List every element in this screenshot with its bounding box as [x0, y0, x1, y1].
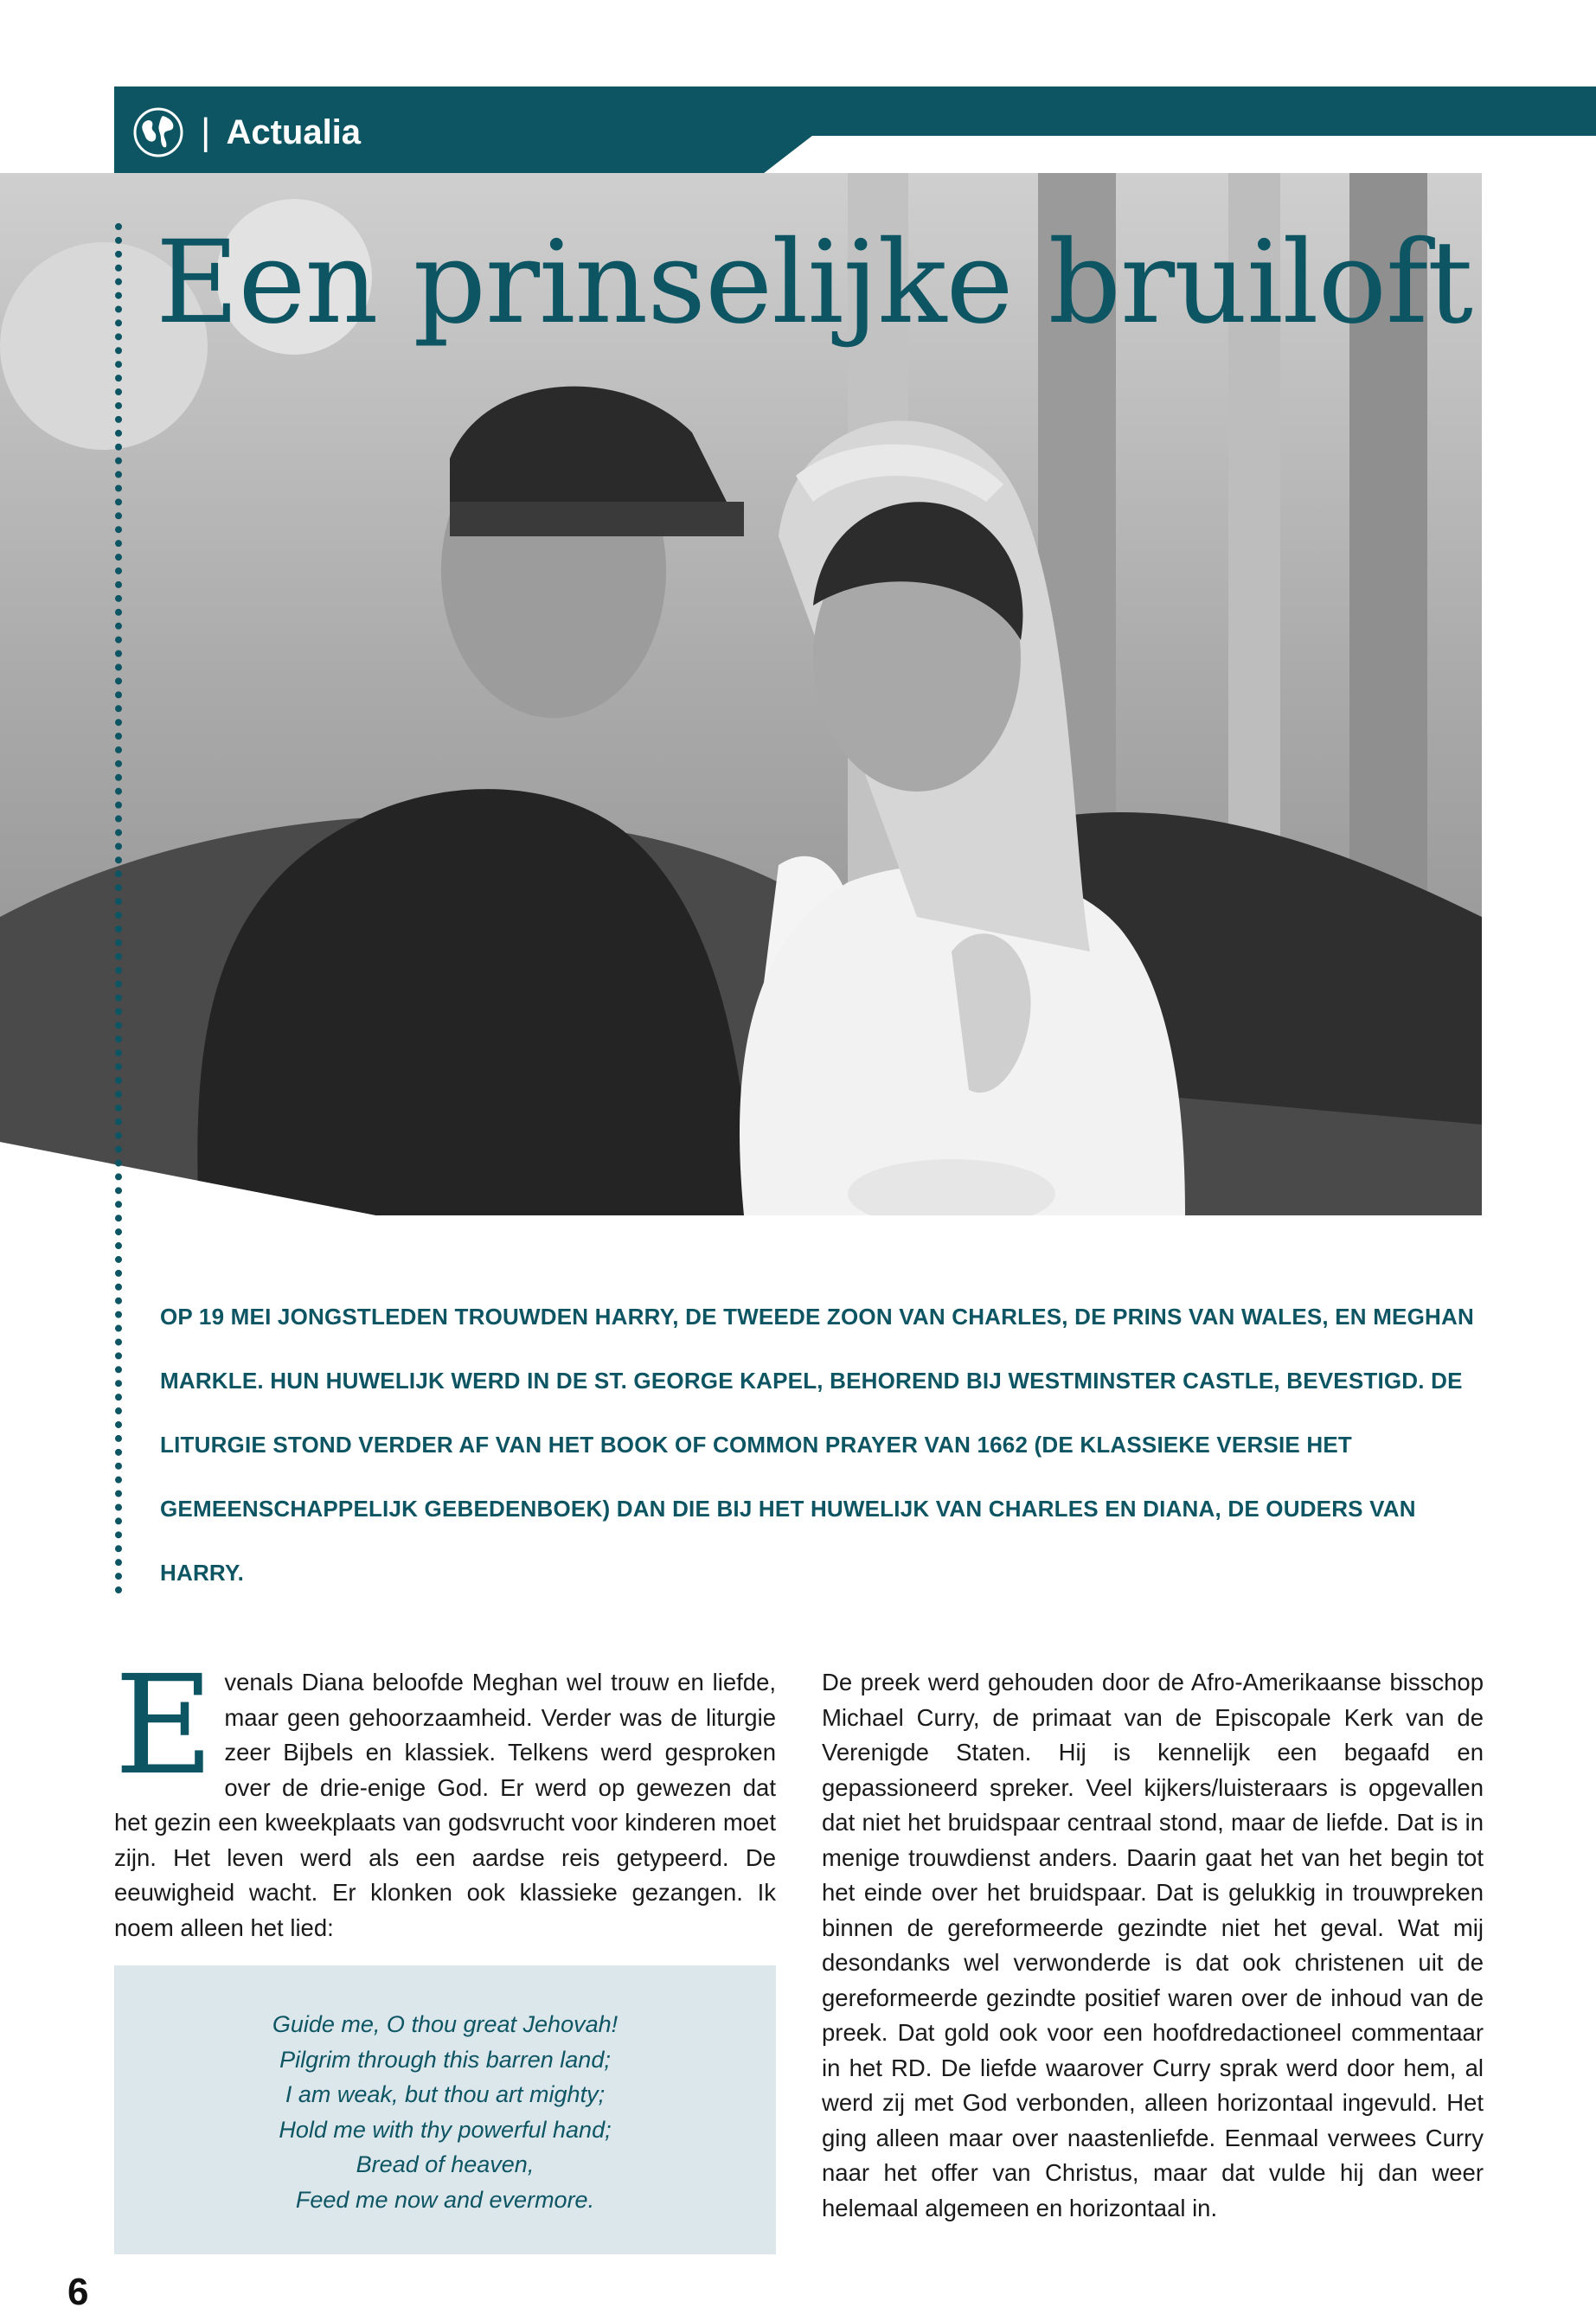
body-column-left: [114, 1646, 776, 1945]
article-intro: OP 19 MEI JONGSTLEDEN TROUWDEN HARRY, DE TWEEDE ZOON VAN CHARLES, DE PRINS VAN WALES, EN MEGHAN MARKLE. HUN HUWELIJK WERD IN DE ST. GEORGE KAPEL, BEHOREND BIJ WESTMINSTER CASTLE, BEVESTIGD. DE LITURGIE STOND VERDER AF VAN HET BOOK OF COMMON PRAYER VAN 1662 (DE KLASSIEKE VERSIE HET GEMEENSCHAPPELIJK GEBEDENBOEK) DAN DIE BIJ HET HUWELIJK VAN CHARLES EN DIANA, DE OUDERS VAN HARRY.: [160, 1304, 1474, 1586]
quote-line: Bread of heaven,: [356, 2151, 535, 2177]
article-title: Een prinselijke bruiloft: [156, 216, 1472, 349]
quote-line: Hold me with thy powerful hand;: [279, 2116, 612, 2143]
quote-line: Feed me now and evermore.: [295, 2186, 595, 2213]
section-label: [131, 102, 361, 163]
quote-line: Guide me, O thou great Jehovah!: [272, 2011, 619, 2037]
quote-line: Pilgrim through this barren land;: [279, 2046, 611, 2073]
body-column-right: De preek werd gehouden door de Afro-Amerikaanse bisschop Michael Curry, de primaat van de Episcopale Kerk van de Verenigde Staten. Hij is kennelijk een begaafd en gepassioneerd spreker. Veel kijkers/luisteraars is opgevallen dat niet het bruidspaar centraal stond, maar de liefde. Dat is in menige trouwdienst anders. Daarin gaat het van het begin tot het einde over het bruidspaar. Dat is gelukkig in trouwpreken binnen de gereformeerde gezindte niet het geval. Wat mij desondanks wel verwonderde is dat ook christenen uit de gereformeerde gezindte positief waren over de inhoud van de preek. Dat gold ook voor een hoofdredactioneel commentaar in het RD. De liefde waarover Curry sprak werd door hem, al werd zij met God verbonden, alleen horizontaal ingevuld. Het ging alleen maar over naastenliefde. Eenmaal verwees Curry naar het offer van Christus, maar dat vulde hij dan weer helemaal algemeen en horizontaal in.: [822, 1669, 1484, 2221]
quote-box: [114, 1965, 776, 2254]
section-title: Actualia: [226, 112, 362, 151]
body-text-left: venals Diana beloofde Meghan wel trouw en liefde, maar geen gehoorzaamheid. Verder was de liturgie zeer Bijbels en klassiek. Telkens werd gesproken over de drie-enige God. Er werd op gewezen dat het gezin een kweekplaats van godsvrucht voor kinderen moet zijn. Het leven werd als een aardse reis getypeerd. De eeuwigheid wacht. Er klonken ook klassieke gezangen. Ik noem alleen het lied:: [114, 1669, 776, 1941]
globe-icon: [131, 106, 185, 159]
page-number: 6: [67, 2271, 89, 2313]
quote-line: I am weak, but thou art mighty;: [285, 2081, 606, 2107]
drop-cap: E: [114, 1646, 215, 1805]
dotted-divider: [115, 223, 122, 1594]
separator: |: [201, 111, 211, 153]
quote-text: [114, 2007, 776, 2217]
